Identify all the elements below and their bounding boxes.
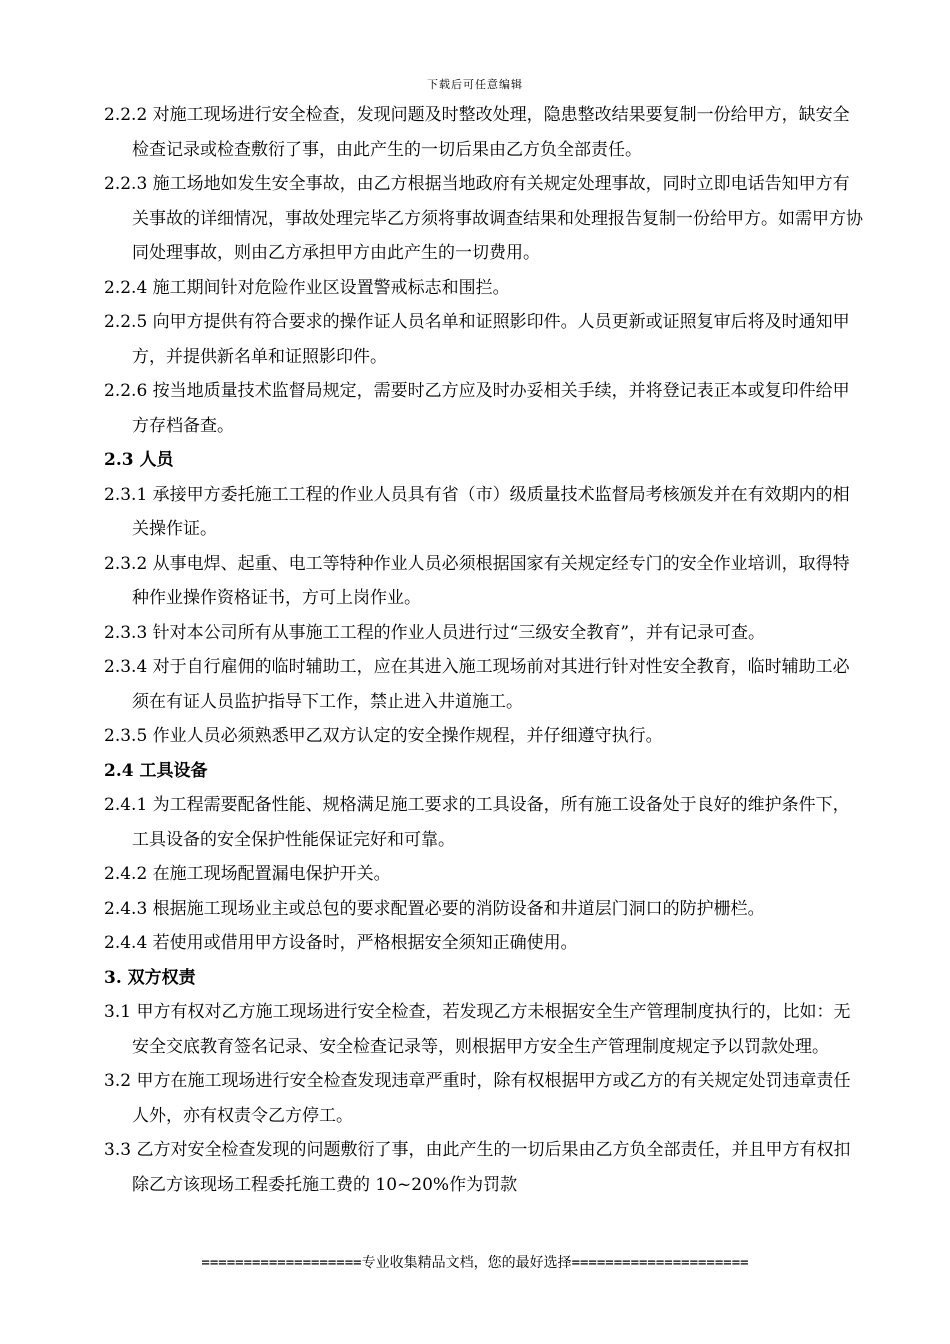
clause-2-4-4: 2.4.4 若使用或借用甲方设备时，严格根据安全须知正确使用。 (104, 933, 578, 953)
clause-3-2: 3.2 甲方在施工现场进行安全检查发现违章严重时，除有权根据甲方或乙方的有关规定处罚违章责任人外，亦有权责令乙方停工。 (104, 1071, 851, 1126)
clause-2-2-3: 2.2.3 施工场地如发生安全事故，由乙方根据当地政府有关规定处理事故，同时立即电话告知甲方有关事故的详细情况，事故处理完毕乙方须将事故调查结果和处理报告复制一份给甲方。如需甲方协同处理事故，则由乙方承担甲方由此产生的一切费用。 (104, 174, 863, 263)
clause-2-4-2: 2.4.2 在施工现场配置漏电保护开关。 (104, 864, 391, 884)
clause-2-3-1: 2.3.1 承接甲方委托施工工程的作业人员具有省（市）级质量技术监督局考核颁发并在有效期内的相关操作证。 (104, 484, 850, 539)
clause-2-4-3: 2.4.3 根据施工现场业主或总包的要求配置必要的消防设备和井道层门洞口的防护栅栏。 (104, 898, 765, 919)
clause-3-1: 3.1 甲方有权对乙方施工现场进行安全检查，若发现乙方未根据安全生产管理制度执行的，比如：无安全交底教育签名记录、安全检查记录等，则根据甲方安全生产管理制度规定予以罚款处理。 (104, 1002, 851, 1057)
clause-3-3: 3.3 乙方对安全检查发现的问题敷衍了事，由此产生的一切后果由乙方负全部责任，并且甲方有权扣除乙方该现场工程委托施工费的 10~20%作为罚款 (104, 1140, 851, 1195)
clause-2-3-3: 2.3.3 针对本公司所有从事施工工程的作业人员进行过“三级安全教育”，并有记录可查。 (104, 622, 766, 643)
section-heading-2-3: 2.3 人员 (104, 450, 174, 470)
section-heading-3: 3. 双方权责 (104, 967, 196, 988)
document-body (104, 98, 864, 1202)
clause-2-2-5: 2.2.5 向甲方提供有符合要求的操作证人员名单和证照影印件。人员更新或证照复审后将及时通知甲方，并提供新名单和证照影印件。 (104, 312, 850, 367)
clause-2-3-5: 2.3.5 作业人员必须熟悉甲乙双方认定的安全操作规程，并仔细遵守执行。 (104, 726, 663, 746)
clause-2-2-6: 2.2.6 按当地质量技术监督局规定，需要时乙方应及时办妥相关手续，并将登记表正本或复印件给甲方存档备查。 (104, 381, 850, 436)
header-note: 下载后可任意编辑 (427, 78, 523, 91)
clause-2-2-2: 2.2.2 对施工现场进行安全检查，发现问题及时整改处理，隐患整改结果要复制一份给甲方，缺安全检查记录或检查敷衍了事，由此产生的一切后果由乙方负全部责任。 (104, 105, 850, 160)
clause-2-3-4: 2.3.4 对于自行雇佣的临时辅助工，应在其进入施工现场前对其进行针对性安全教育，临时辅助工必须在有证人员监护指导下工作，禁止进入井道施工。 (104, 657, 850, 712)
clause-2-2-4: 2.2.4 施工期间针对危险作业区设置警戒标志和围拦。 (104, 277, 510, 298)
section-heading-2-4: 2.4 工具设备 (104, 760, 208, 781)
clause-2-3-2: 2.3.2 从事电焊、起重、电工等特种作业人员必须根据国家有关规定经专门的安全作业培训，取得特种作业操作资格证书，方可上岗作业。 (104, 553, 850, 608)
clause-2-4-1: 2.4.1 为工程需要配备性能、规格满足施工要求的工具设备，所有施工设备处于良好的维护条件下，工具设备的安全保护性能保证完好和可靠。 (104, 795, 850, 850)
footer-note: ===================专业收集精品文档，您的最好选择===================== (201, 1255, 749, 1271)
